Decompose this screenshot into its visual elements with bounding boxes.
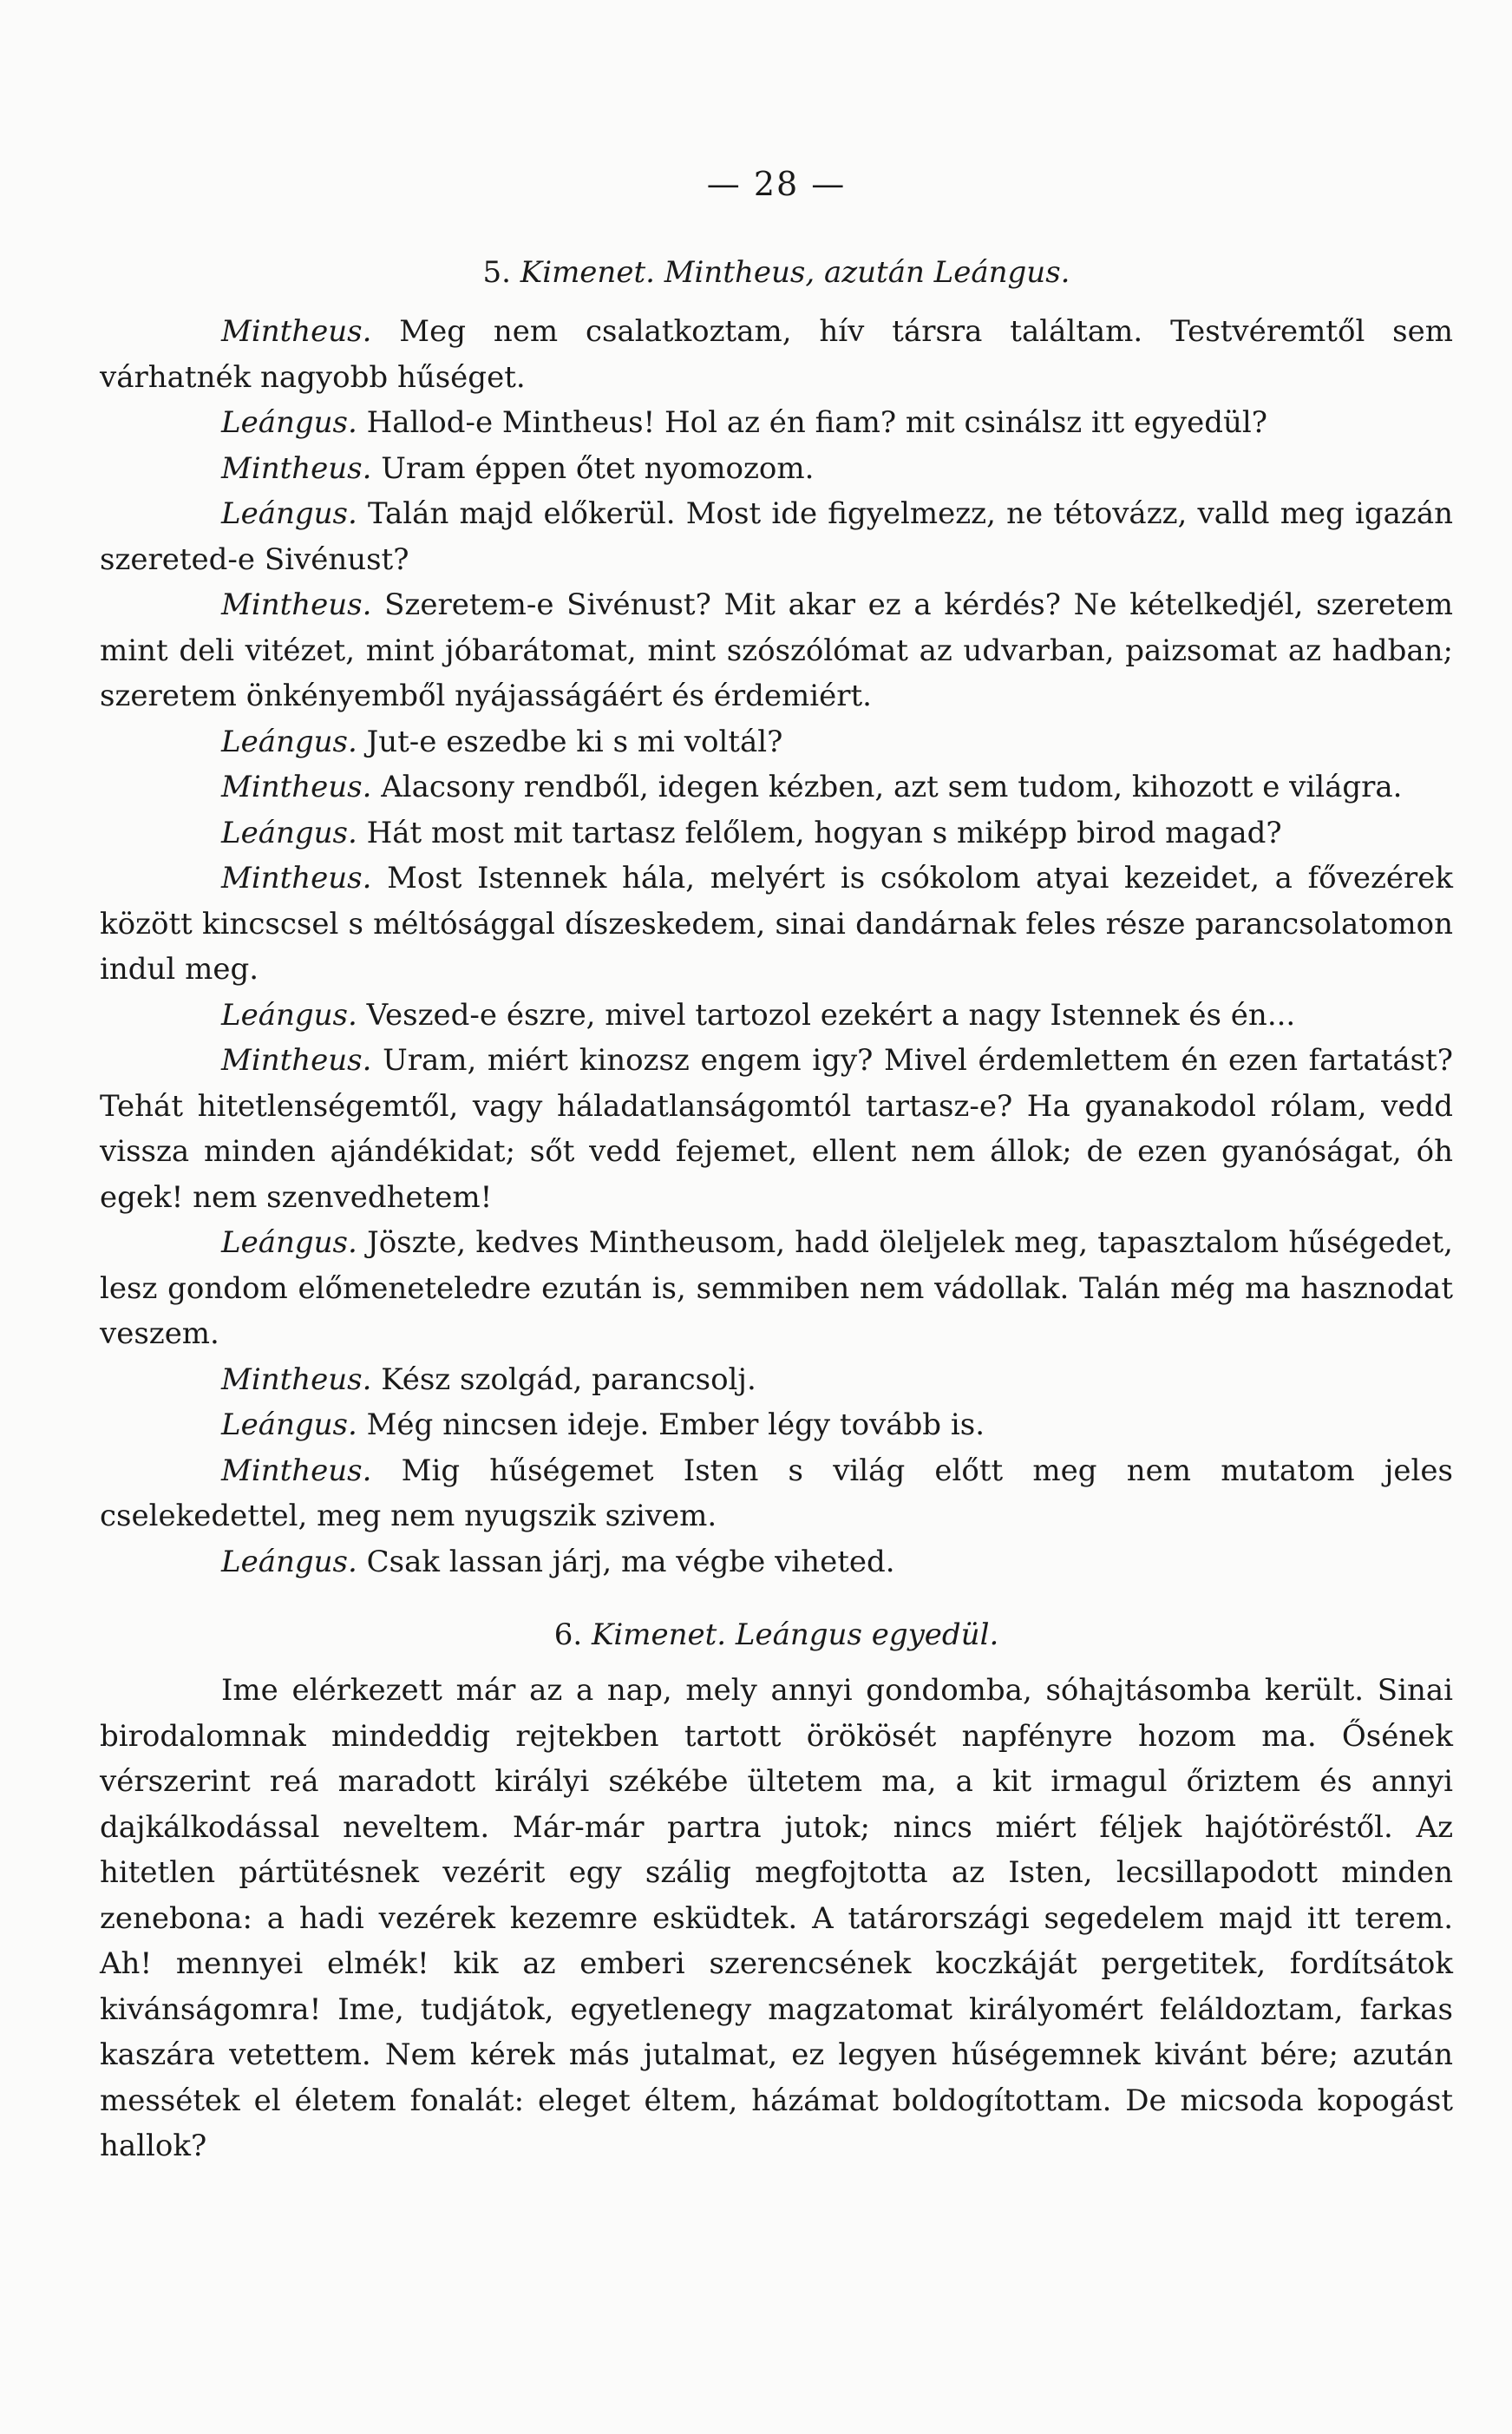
speaker-name: Leángus. <box>221 815 357 850</box>
scene-6-heading <box>100 1617 1453 1652</box>
dialogue-line <box>100 1220 1453 1357</box>
line-text: Jut-e eszedbe ki s mi voltál? <box>366 724 783 759</box>
speaker-name: Mintheus. <box>221 587 372 622</box>
speaker-name: Mintheus. <box>221 1043 372 1078</box>
speaker-name: Mintheus. <box>221 1361 372 1397</box>
page-number: — 28 — <box>706 165 847 203</box>
line-text: Alacsony rendből, idegen kézben, azt sem tudom, kihozott e világra. <box>381 770 1403 804</box>
line-text: Meg nem csalatkoztam, hív társra találtam. Testvéremtől sem várhatnék nagyobb hűséget. <box>100 314 1453 395</box>
dialogue-line <box>100 856 1453 993</box>
line-text: Hallod-e Mintheus! Hol az én fiam? mit csinálsz itt egyedül? <box>366 405 1268 440</box>
speaker-name: Leángus. <box>221 1225 357 1260</box>
speaker-name: Leángus. <box>221 496 357 531</box>
speaker-name: Mintheus. <box>221 861 372 896</box>
line-text: Mig hűségemet Isten s világ előtt meg nem mutatom jeles cselekedettel, meg nem nyugszik szivem. <box>100 1453 1453 1533</box>
line-text: Szeretem-e Sivénust? Mit akar ez a kérdés? Ne kételkedjél, szeretem mint deli vitézet, mint jóbarátomat, mint szószólómat az udvarban, paizsomat az hadban; szeretem önkényemből nyájasságáért és érdemiért. <box>100 587 1454 713</box>
line-text: Még nincsen ideje. Ember légy tovább is. <box>366 1407 985 1442</box>
monologue-text: Ime elérkezett már az a nap, mely annyi gondomba, sóhajtásomba került. Sinai birodalomnak mindeddig rejtekben tartott örökösét napfényre hozom ma. Ősének vérszerint reá maradott királyi székébe ültetem ma, a kit irmagul őriztem és annyi dajkálkodással neveltem. Már-már partra jutok; nincs miért féljek hajótöréstől. Az hitetlen pártütésnek vezérit egy szálig megfojtotta az Isten, lecsillapodott minden zenebona: a hadi vezérek kezemre esküdtek. A tatárországi segedelem majd itt terem. Ah! mennyei elmék! kik az emberi szerencsének koczkáját pergetitek, fordítsátok kivánságomra! Ime, tudjátok, egyetlenegy magzatomat királyomért feláldoztam, farkas kaszára vetettem. Nem kérek más jutalmat, ez legyen hűségemnek kivánt bére; azután messétek el életem fonalát: eleget éltem, házámat boldogítottam. De micsoda kopogást hallok? <box>100 1673 1453 2163</box>
dialogue-line <box>100 1402 1453 1448</box>
speaker-name: Mintheus. <box>221 314 372 349</box>
speaker-name: Leángus. <box>221 724 357 759</box>
dialogue-line <box>100 764 1453 810</box>
dialogue-line <box>100 810 1453 856</box>
speaker-name: Leángus. <box>221 1407 357 1442</box>
speaker-name: Mintheus. <box>221 1453 372 1488</box>
line-text: Talán majd előkerül. Most ide figyelmezz, ne tétovázz, valld meg igazán szereted-e Sivénust? <box>100 496 1453 577</box>
speaker-name: Leángus. <box>221 405 357 440</box>
dialogue-line <box>100 719 1453 765</box>
line-text: Jöszte, kedves Mintheusom, hadd öleljelek meg, tapasztalom hűségedet, lesz gondom előmeneteledre ezután is, semmiben nem vádollak. Talán még ma hasznodat veszem. <box>100 1225 1453 1351</box>
scene-5-number: 5. <box>482 255 511 290</box>
line-text: Csak lassan járj, ma végbe viheted. <box>366 1544 895 1579</box>
dialogue-line <box>100 582 1453 719</box>
line-text: Uram éppen őtet nyomozom. <box>381 450 815 486</box>
scene-6-number: 6. <box>553 1617 583 1652</box>
scene-5-heading <box>100 255 1453 290</box>
dialogue-line <box>100 1357 1453 1403</box>
book-page <box>100 165 1453 2404</box>
dialogue-line <box>100 1539 1453 1585</box>
line-text: Uram, miért kinozsz engem igy? Mivel érdemlettem én ezen fartatást? Tehát hitetlenségemtől, vagy háladatlanságomtól tartasz-e? Ha gyanakodol rólam, vedd vissza minden ajándékidat; sőt vedd fejemet, ellent nem állok; de ezen gyanóságat, óh egek! nem szenvedhetem! <box>100 1043 1453 1215</box>
speaker-name: Mintheus. <box>221 770 372 804</box>
dialogue-line <box>100 993 1453 1039</box>
dialogue-line <box>100 400 1453 446</box>
speaker-name: Mintheus. <box>221 450 372 486</box>
scene-6-title: Kimenet. Leángus egyedül. <box>591 1617 999 1652</box>
scene-5-title: Kimenet. Mintheus, azután Leángus. <box>520 255 1070 290</box>
dialogue-line <box>100 1038 1453 1220</box>
line-text: Kész szolgád, parancsolj. <box>381 1361 756 1397</box>
speaker-name: Leángus. <box>221 1544 357 1579</box>
line-text: Most Istennek hála, melyért is csókolom atyai kezeidet, a fővezérek között kincscsel s méltósággal díszeskedem, sinai dandárnak feles része parancsolatomon indul meg. <box>100 861 1453 987</box>
scene-6 <box>100 1617 1453 2169</box>
dialogue-line <box>100 309 1453 400</box>
dialogue-line <box>100 491 1453 582</box>
line-text: Hát most mit tartasz felőlem, hogyan s miképp birod magad? <box>366 815 1282 850</box>
scene-5-dialogue <box>100 309 1453 1584</box>
line-text: Veszed-e észre, mivel tartozol ezekért a nagy Istennek és én... <box>366 997 1296 1033</box>
speaker-name: Leángus. <box>221 997 357 1033</box>
dialogue-line <box>100 1448 1453 1539</box>
dialogue-line <box>100 446 1453 492</box>
